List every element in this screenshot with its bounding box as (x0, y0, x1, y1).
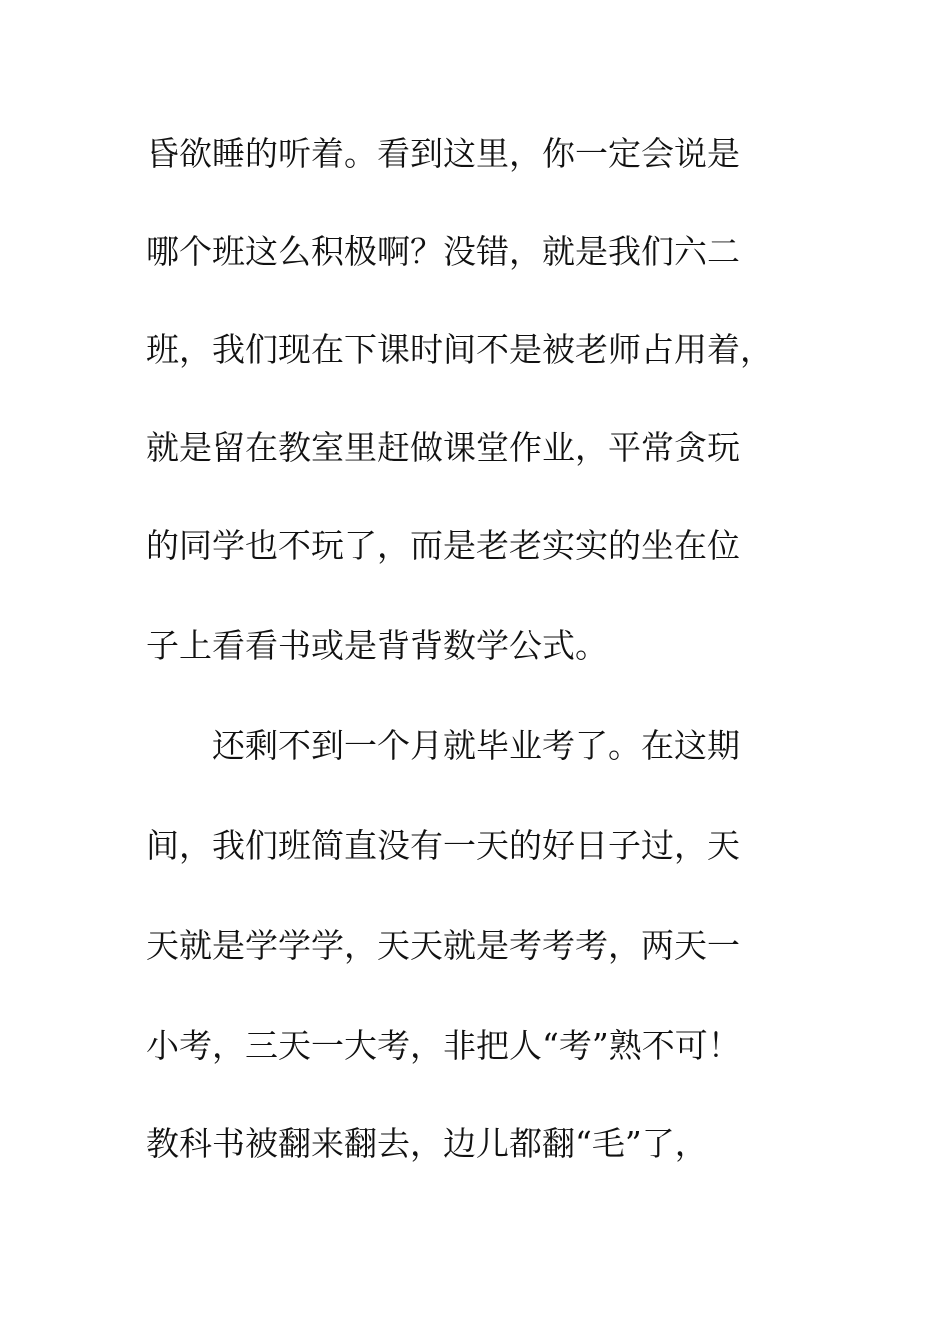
text-line: 昏欲睡的听着。看到这里，你一定会说是 (146, 134, 740, 173)
text-line: 子上看看书或是背背数学公式。 (146, 626, 608, 665)
text-line: 班，我们现在下课时间不是被老师占用着， (146, 330, 773, 369)
text-line: 间，我们班简直没有一天的好日子过，天 (146, 826, 740, 865)
text-line: 哪个班这么积极啊？没错，就是我们六二 (146, 232, 740, 271)
text-line: 教科书被翻来翻去，边儿都翻“毛”了， (146, 1124, 708, 1163)
text-line: 就是留在教室里赶做课堂作业，平常贪玩 (146, 428, 740, 467)
text-line: 天就是学学学，天天就是考考考，两天一 (146, 926, 740, 965)
paragraph-first-line: 还剩不到一个月就毕业考了。在这期 (212, 726, 740, 765)
text-line: 的同学也不玩了，而是老老实实的坐在位 (146, 526, 740, 565)
text-line: 小考，三天一大考，非把人“考”熟不可！ (146, 1026, 741, 1065)
